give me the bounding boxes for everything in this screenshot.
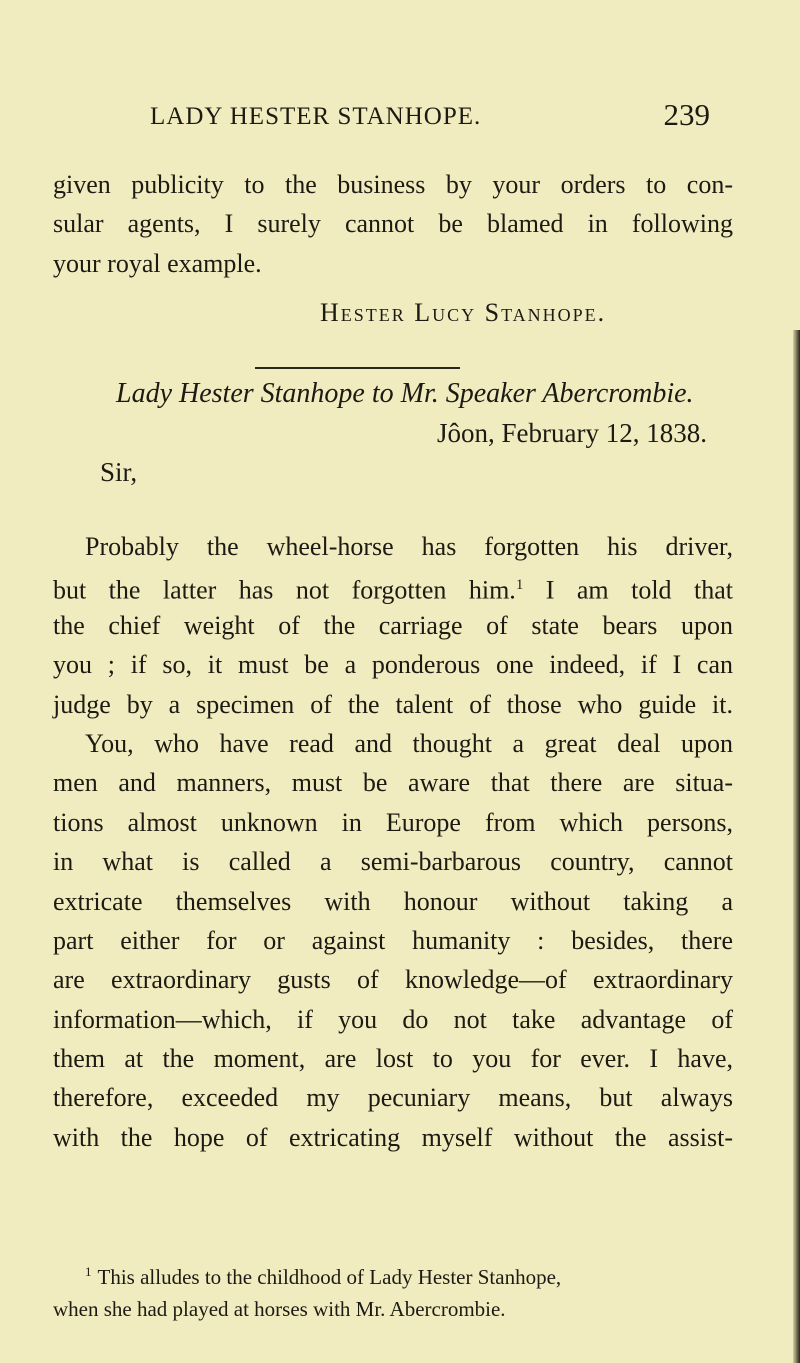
text-line: you ; if so, it must be a ponderous one indeed, if I can [53,650,733,680]
top-paragraph [53,165,733,283]
footnote-number: 1 [85,1264,92,1279]
text-line: in what is called a semi-barbarous country, cannot [53,847,733,877]
text-line: with the hope of extricating myself without the assist- [53,1122,733,1152]
running-head-title: LADY HESTER STANHOPE. [150,103,482,130]
section-divider [255,367,460,369]
text-segment: I am told that [523,576,734,606]
letter-dateline: Jôon, February 12, 1838. [437,418,707,448]
letter-body [53,527,733,1157]
running-head [150,97,710,137]
text-line: judge by a specimen of the talent of those who guide it. [53,689,733,719]
text-line: Probably the wheel-horse has forgotten his driver, [85,532,733,561]
footnote-text: This alludes to the childhood of Lady Hester Stanhope, [97,1265,562,1289]
text-line: are extraordinary gusts of knowledge—of extraordinary [53,965,733,995]
page-edge-shadow [793,330,800,1363]
footnote-line: when she had played at horses with Mr. Abercrombie. [53,1297,506,1321]
text-line: them at the moment, are lost to you for ever. I have, [53,1044,733,1074]
footnote-marker: 1 [515,577,524,594]
text-line: the chief weight of the carriage of state bears upon [53,610,733,640]
footnote-line [53,1256,733,1293]
letter-heading: Lady Hester Stanhope to Mr. Speaker Abercrombie. [116,378,694,409]
text-line: information—which, if you do not take advantage of [53,1004,733,1034]
text-line: men and manners, must be aware that there are situa- [53,768,733,798]
text-line: extricate themselves with honour without taking a [53,886,733,916]
text-line: You, who have read and thought a great deal upon [85,728,733,758]
text-line: given publicity to the business by your orders to con- [53,170,733,199]
text-line-with-footnote [53,566,733,605]
text-line: therefore, exceeded my pecuniary means, but always [53,1083,733,1113]
footnote [53,1256,733,1325]
text-line: part either for or against humanity : besides, there [53,925,733,955]
signature: Hester Lucy Stanhope. [320,298,607,327]
letter-salutation: Sir, [100,457,138,487]
text-line: tions almost unknown in Europe from which persons, [53,807,733,837]
text-line: your royal example. [53,248,262,278]
text-line: sular agents, I surely cannot be blamed in following [53,209,733,239]
page-number: 239 [663,97,710,132]
text-segment: but the latter has not forgotten him. [53,576,516,606]
